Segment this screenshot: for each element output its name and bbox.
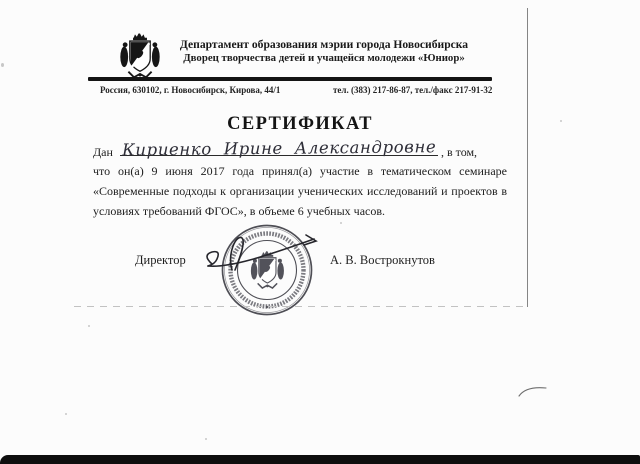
scan-speck — [88, 325, 90, 327]
letterhead — [168, 38, 480, 64]
scan-speck — [205, 438, 207, 440]
scan-speck — [1, 63, 4, 67]
recipient-handwritten-name: Кириенко Ирине Александровне — [121, 137, 437, 160]
org-address: Россия, 630102, г. Новосибирск, Кирова, 44/1 — [100, 85, 281, 95]
paper-edge-horizontal — [74, 306, 528, 307]
paper-edge-vertical — [527, 8, 528, 307]
org-name-line2: Дворец творчества детей и учащейся молодежи «Юниор» — [183, 51, 465, 64]
body-line-2: что он(а) 9 июня 2017 года принял(а) участие в тематическом семинаре — [93, 164, 507, 178]
body-line-1 — [93, 139, 507, 159]
org-name-line1: Департамент образования мэрии города Новосибирска — [179, 38, 469, 51]
scan-speck — [65, 413, 67, 415]
body-line-1-tail: , в том, — [440, 145, 478, 159]
body-line-3: «Современные подходы к организации ученических исследований и проектов в — [93, 184, 507, 198]
pen-mark-artifact — [516, 383, 550, 399]
body-line-4: условиях требований ФГОС», в объеме 6 учебных часов. — [93, 204, 386, 218]
coat-of-arms-icon — [112, 29, 168, 81]
director-label: Директор — [135, 253, 186, 267]
org-phone: тел. (383) 217-86-87, тел./факс 217-91-32 — [333, 85, 493, 95]
given-label: Дан — [93, 145, 113, 159]
scan-speck — [340, 222, 342, 224]
scan-edge-band — [0, 455, 640, 464]
signature-icon — [196, 228, 331, 278]
director-name: А. В. Вострокнутов — [330, 253, 435, 267]
certificate-title: СЕРТИФИКАТ — [227, 114, 373, 134]
scan-speck — [560, 120, 562, 122]
recipient-underline — [120, 137, 438, 160]
header-divider — [88, 77, 492, 81]
